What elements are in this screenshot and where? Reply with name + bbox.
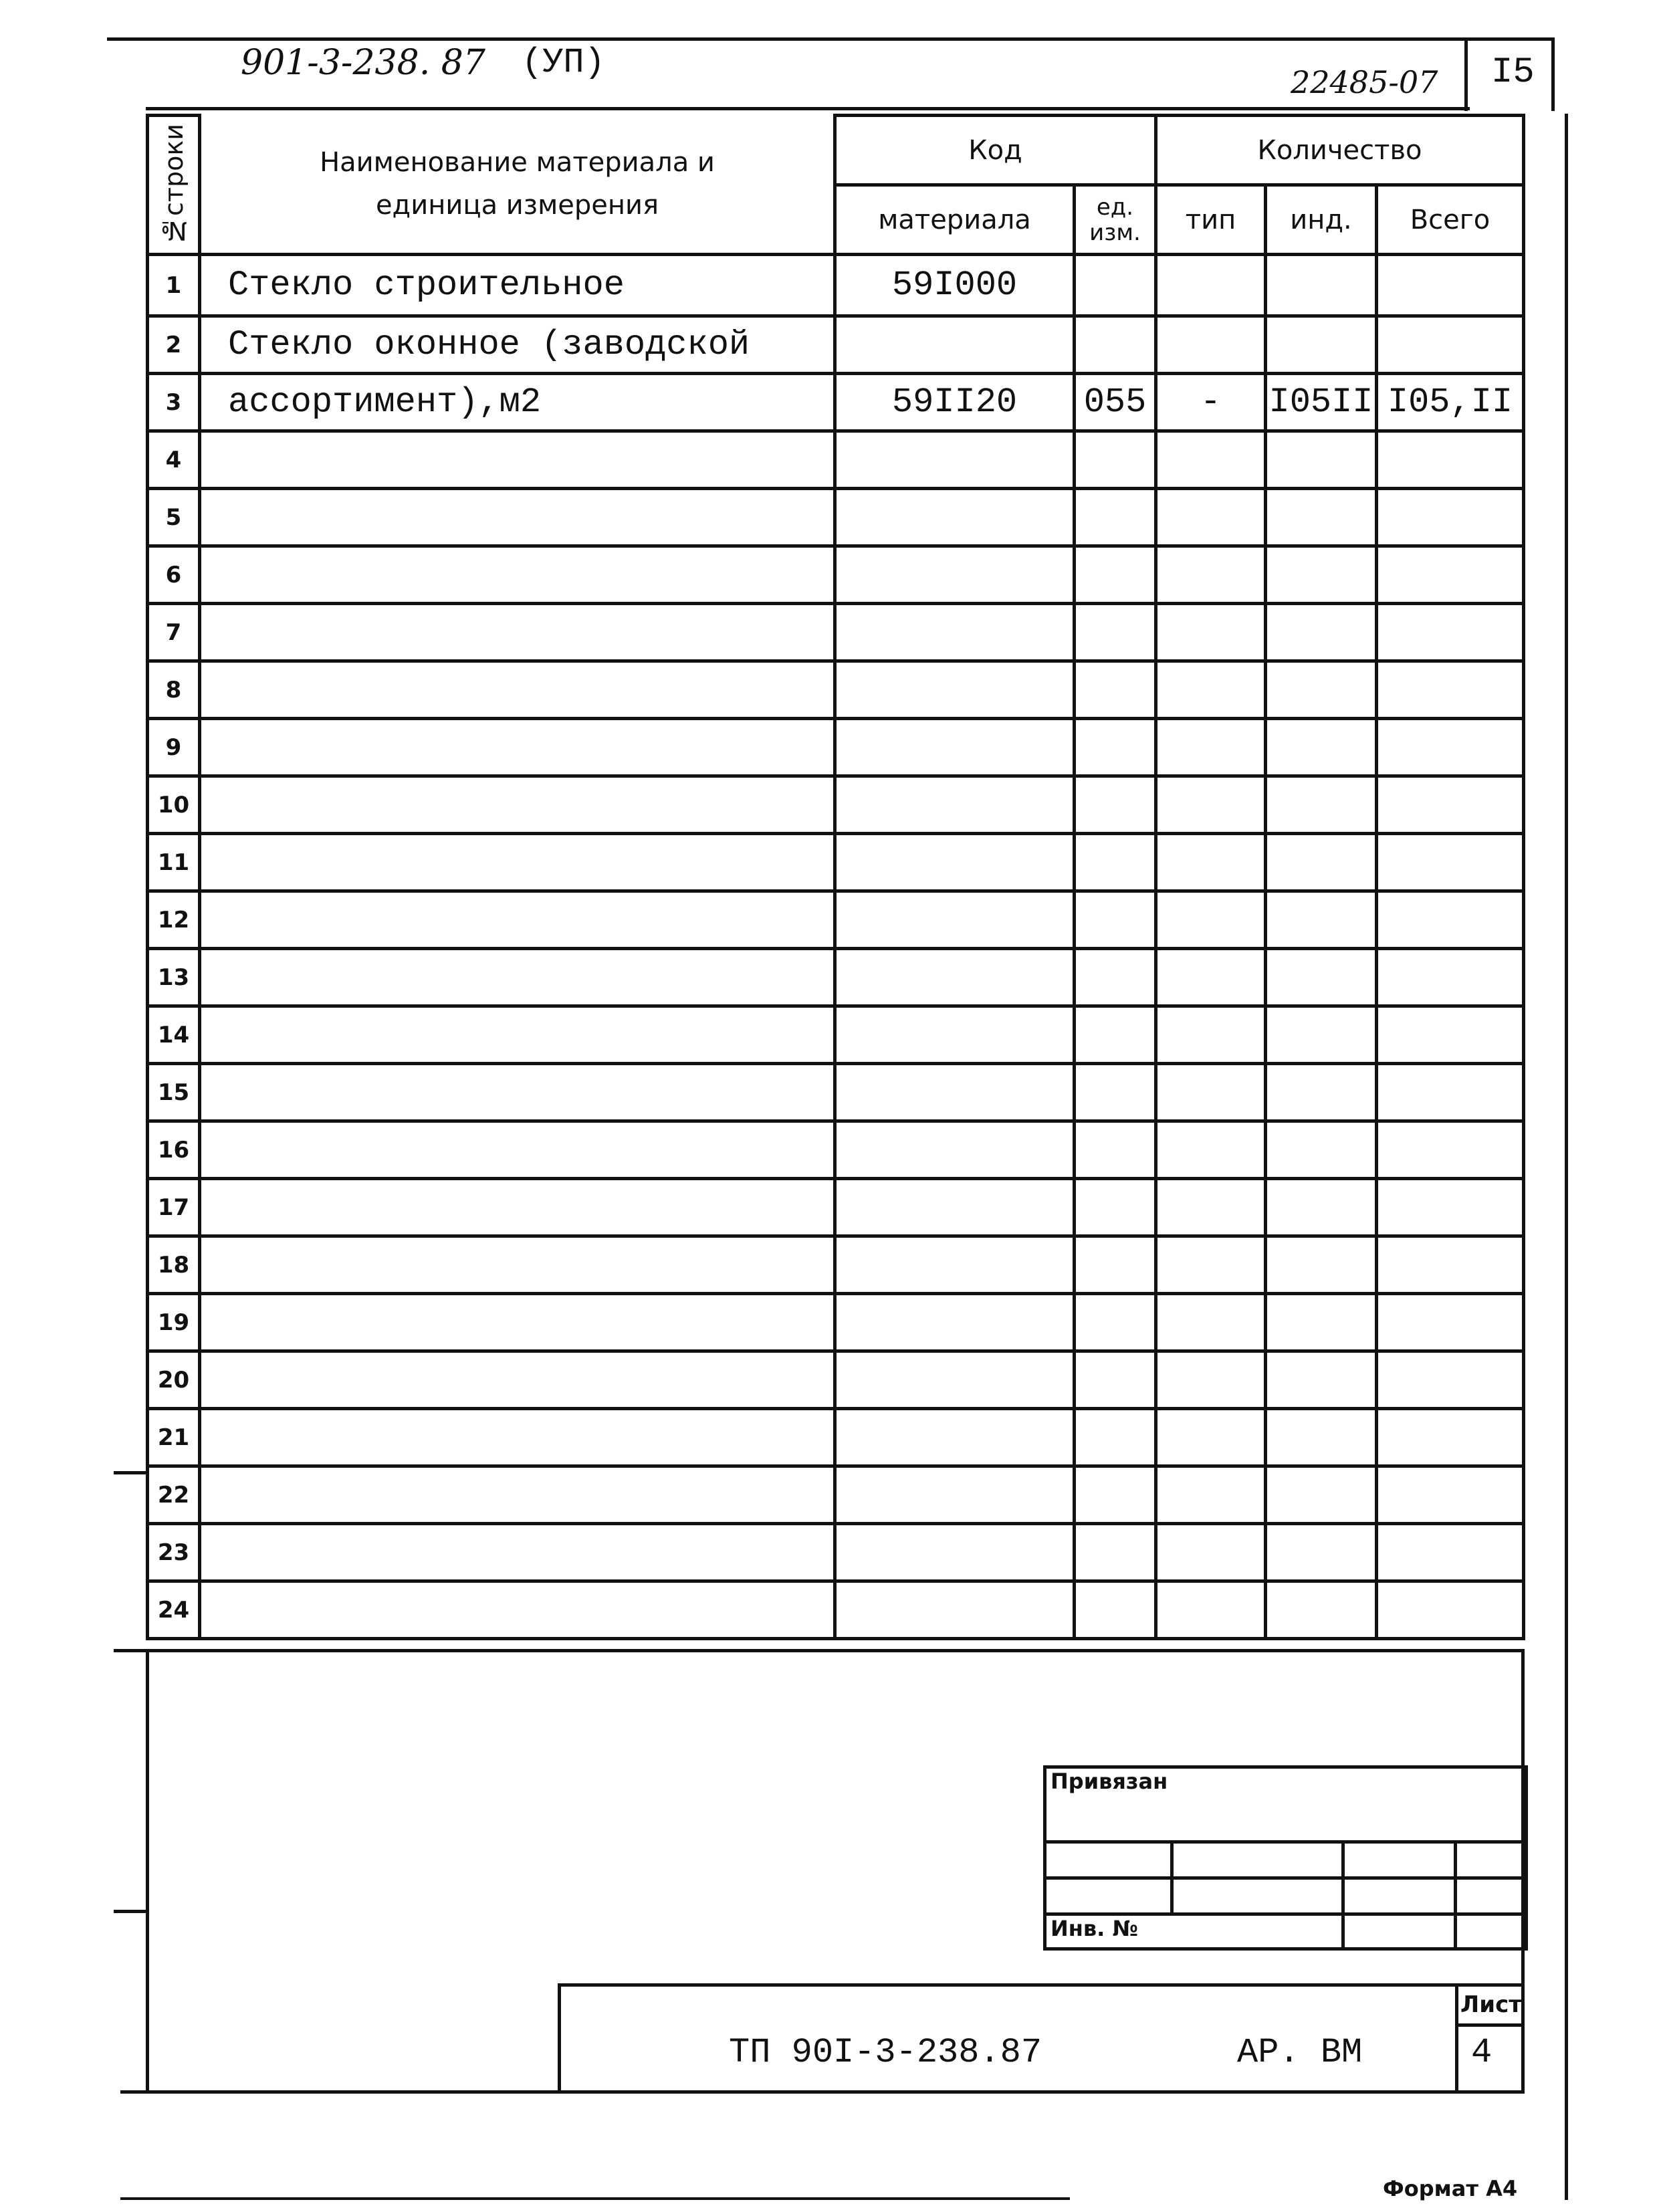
unit-code-cell xyxy=(1075,431,1156,489)
total-cell xyxy=(1377,1581,1524,1639)
name-cell xyxy=(200,604,835,661)
name-cell xyxy=(200,891,835,949)
total-cell xyxy=(1377,661,1524,719)
type-cell xyxy=(1156,891,1266,949)
individual-cell xyxy=(1266,1064,1377,1121)
row-number: 22 xyxy=(148,1466,200,1524)
type-cell xyxy=(1156,1006,1266,1064)
material-code-cell xyxy=(835,1294,1075,1351)
unit-code-cell xyxy=(1075,1006,1156,1064)
total-cell xyxy=(1377,719,1524,776)
total-cell xyxy=(1377,255,1524,316)
individual-cell xyxy=(1266,949,1377,1006)
row-number: 16 xyxy=(148,1121,200,1179)
name-cell xyxy=(200,1294,835,1351)
row-number: 8 xyxy=(148,661,200,719)
material-code-cell xyxy=(835,1351,1075,1409)
row-number: 5 xyxy=(148,489,200,546)
type-cell xyxy=(1156,255,1266,316)
material-code-cell xyxy=(835,1524,1075,1581)
row-number: 10 xyxy=(148,776,200,834)
name-cell xyxy=(200,1466,835,1524)
total-cell xyxy=(1377,1179,1524,1236)
row-number: 19 xyxy=(148,1294,200,1351)
col-total-header: Всего xyxy=(1377,185,1524,255)
unit-code-cell xyxy=(1075,949,1156,1006)
binding-block xyxy=(1043,1765,1528,1951)
paper-format: Формат А4 xyxy=(1383,2176,1518,2201)
total-cell xyxy=(1377,489,1524,546)
total-cell xyxy=(1377,1294,1524,1351)
material-code-cell xyxy=(835,776,1075,834)
row-number: 4 xyxy=(148,431,200,489)
type-cell xyxy=(1156,546,1266,604)
table-row xyxy=(148,431,1524,489)
total-cell xyxy=(1377,1236,1524,1294)
table-row xyxy=(148,255,1524,316)
type-cell: - xyxy=(1156,374,1266,431)
materials-table xyxy=(146,114,1525,1640)
material-code-cell xyxy=(835,1121,1075,1179)
name-cell: Стекло оконное (заводской xyxy=(200,316,835,374)
table-row xyxy=(148,489,1524,546)
individual-cell xyxy=(1266,776,1377,834)
table-row xyxy=(148,834,1524,891)
individual-cell xyxy=(1266,489,1377,546)
row-number: 12 xyxy=(148,891,200,949)
unit-code-cell: 055 xyxy=(1075,374,1156,431)
top-frame-line xyxy=(107,37,1551,41)
row-number: 21 xyxy=(148,1409,200,1466)
row-number: 3 xyxy=(148,374,200,431)
total-cell: I05,II xyxy=(1377,374,1524,431)
unit-code-cell xyxy=(1075,255,1156,316)
material-code-cell xyxy=(835,891,1075,949)
name-cell xyxy=(200,1351,835,1409)
material-code-cell xyxy=(835,949,1075,1006)
name-cell xyxy=(200,1121,835,1179)
material-code-cell xyxy=(835,546,1075,604)
type-cell xyxy=(1156,1121,1266,1179)
total-cell xyxy=(1377,776,1524,834)
table-row xyxy=(148,1294,1524,1351)
unit-code-cell xyxy=(1075,1121,1156,1179)
individual-cell xyxy=(1266,1121,1377,1179)
individual-cell xyxy=(1266,1006,1377,1064)
col-name-header: Наименование материала и единица измерения xyxy=(200,116,835,255)
unit-code-cell xyxy=(1075,604,1156,661)
table-row xyxy=(148,1581,1524,1639)
name-cell xyxy=(200,661,835,719)
table-row xyxy=(148,1236,1524,1294)
name-cell xyxy=(200,546,835,604)
sheet-number: 4 xyxy=(1471,2033,1492,2072)
name-cell xyxy=(200,1409,835,1466)
name-cell xyxy=(200,834,835,891)
col-row-number-header: №строки xyxy=(148,116,200,255)
page-number-divider xyxy=(1464,37,1468,111)
row-number: 24 xyxy=(148,1581,200,1639)
individual-cell xyxy=(1266,1466,1377,1524)
table-row xyxy=(148,604,1524,661)
individual-cell xyxy=(1266,316,1377,374)
col-type-header: тип xyxy=(1156,185,1266,255)
unit-code-cell xyxy=(1075,489,1156,546)
margin-tick xyxy=(114,1471,147,1474)
table-row xyxy=(148,1006,1524,1064)
row-number: 15 xyxy=(148,1064,200,1121)
name-cell xyxy=(200,776,835,834)
individual-cell xyxy=(1266,1351,1377,1409)
table-row xyxy=(148,1466,1524,1524)
row-number: 7 xyxy=(148,604,200,661)
total-cell xyxy=(1377,1351,1524,1409)
unit-code-cell xyxy=(1075,891,1156,949)
name-cell: Стекло строительное xyxy=(200,255,835,316)
frame-left-border xyxy=(146,1649,149,2090)
table-row xyxy=(148,1409,1524,1466)
name-cell xyxy=(200,1064,835,1121)
type-cell xyxy=(1156,1064,1266,1121)
material-code-cell xyxy=(835,604,1075,661)
table-row xyxy=(148,891,1524,949)
table-row xyxy=(148,1179,1524,1236)
material-code-cell xyxy=(835,661,1075,719)
table-row xyxy=(148,1121,1524,1179)
unit-code-cell xyxy=(1075,1294,1156,1351)
material-code-cell xyxy=(835,1236,1075,1294)
material-code-cell xyxy=(835,1006,1075,1064)
type-cell xyxy=(1156,431,1266,489)
table-row xyxy=(148,1351,1524,1409)
inventory-number-label: Инв. № xyxy=(1045,1914,1343,1949)
designation: ТП 90I-3-238.87 xyxy=(729,2033,1042,2072)
individual-cell xyxy=(1266,1294,1377,1351)
individual-cell xyxy=(1266,1581,1377,1639)
individual-cell xyxy=(1266,604,1377,661)
unit-code-cell xyxy=(1075,1581,1156,1639)
type-cell xyxy=(1156,1236,1266,1294)
individual-cell xyxy=(1266,834,1377,891)
row-number: 23 xyxy=(148,1524,200,1581)
type-cell xyxy=(1156,604,1266,661)
total-cell xyxy=(1377,1121,1524,1179)
frame-bottom-line xyxy=(120,2090,1525,2094)
unit-code-cell xyxy=(1075,1179,1156,1236)
row-number: 17 xyxy=(148,1179,200,1236)
table-row xyxy=(148,719,1524,776)
outer-right-line xyxy=(1565,114,1568,2200)
material-code-cell xyxy=(835,316,1075,374)
row-number: 13 xyxy=(148,949,200,1006)
frame-right-border xyxy=(1551,37,1555,111)
unit-code-cell xyxy=(1075,1064,1156,1121)
row-number: 2 xyxy=(148,316,200,374)
table-row xyxy=(148,776,1524,834)
section-code: АР. ВМ xyxy=(1237,2033,1363,2072)
total-cell xyxy=(1377,1064,1524,1121)
row-number: 6 xyxy=(148,546,200,604)
unit-code-cell xyxy=(1075,776,1156,834)
total-cell xyxy=(1377,1006,1524,1064)
total-cell xyxy=(1377,316,1524,374)
individual-cell xyxy=(1266,1524,1377,1581)
type-cell xyxy=(1156,489,1266,546)
type-cell xyxy=(1156,834,1266,891)
archive-number: 22485-07 xyxy=(1291,64,1438,100)
unit-code-cell xyxy=(1075,1524,1156,1581)
footer-line xyxy=(120,2197,1070,2200)
row-number: 11 xyxy=(148,834,200,891)
row-number: 9 xyxy=(148,719,200,776)
table-row xyxy=(148,1064,1524,1121)
bound-label: Привязан xyxy=(1045,1767,1527,1842)
material-code-cell xyxy=(835,431,1075,489)
name-cell xyxy=(200,1179,835,1236)
type-cell xyxy=(1156,1581,1266,1639)
name-cell: ассортимент),м2 xyxy=(200,374,835,431)
name-cell xyxy=(200,719,835,776)
type-cell xyxy=(1156,776,1266,834)
row-number: 18 xyxy=(148,1236,200,1294)
total-cell xyxy=(1377,546,1524,604)
table-row xyxy=(148,1524,1524,1581)
sheet-divider xyxy=(1455,2023,1525,2027)
col-unit-code-header: ед. изм. xyxy=(1075,185,1156,255)
unit-code-cell xyxy=(1075,661,1156,719)
col-individual-header: инд. xyxy=(1266,185,1377,255)
table-row xyxy=(148,546,1524,604)
total-cell xyxy=(1377,834,1524,891)
individual-cell xyxy=(1266,1409,1377,1466)
col-quantity-group-header: Количество xyxy=(1156,116,1524,185)
material-code-cell xyxy=(835,719,1075,776)
total-cell xyxy=(1377,891,1524,949)
type-cell xyxy=(1156,949,1266,1006)
individual-cell xyxy=(1266,255,1377,316)
name-cell xyxy=(200,431,835,489)
material-code-cell xyxy=(835,1064,1075,1121)
table-row xyxy=(148,374,1524,431)
total-cell xyxy=(1377,604,1524,661)
individual-cell xyxy=(1266,719,1377,776)
unit-code-cell xyxy=(1075,1351,1156,1409)
name-cell xyxy=(200,949,835,1006)
material-code-cell: 59II20 xyxy=(835,374,1075,431)
type-cell xyxy=(1156,1351,1266,1409)
col-code-group-header: Код xyxy=(835,116,1156,185)
name-cell xyxy=(200,489,835,546)
document-stage: (УП) xyxy=(522,43,605,82)
total-cell xyxy=(1377,1409,1524,1466)
individual-cell xyxy=(1266,546,1377,604)
total-cell xyxy=(1377,1466,1524,1524)
table-row xyxy=(148,661,1524,719)
unit-code-cell xyxy=(1075,1466,1156,1524)
name-cell xyxy=(200,1581,835,1639)
material-code-cell xyxy=(835,489,1075,546)
material-code-cell xyxy=(835,1179,1075,1236)
unit-code-cell xyxy=(1075,316,1156,374)
unit-code-cell xyxy=(1075,546,1156,604)
unit-code-cell xyxy=(1075,834,1156,891)
name-cell xyxy=(200,1524,835,1581)
table-row xyxy=(148,949,1524,1006)
row-number: 1 xyxy=(148,255,200,316)
individual-cell xyxy=(1266,431,1377,489)
type-cell xyxy=(1156,1466,1266,1524)
header-underline xyxy=(146,107,1470,110)
unit-code-cell xyxy=(1075,719,1156,776)
unit-code-cell xyxy=(1075,1409,1156,1466)
individual-cell xyxy=(1266,891,1377,949)
row-number: 20 xyxy=(148,1351,200,1409)
material-code-cell xyxy=(835,834,1075,891)
individual-cell xyxy=(1266,1236,1377,1294)
type-cell xyxy=(1156,1409,1266,1466)
individual-cell xyxy=(1266,661,1377,719)
lower-frame-top-line xyxy=(114,1649,1525,1652)
table-row xyxy=(148,316,1524,374)
type-cell xyxy=(1156,661,1266,719)
total-cell xyxy=(1377,949,1524,1006)
material-code-cell xyxy=(835,1581,1075,1639)
row-number: 14 xyxy=(148,1006,200,1064)
total-cell xyxy=(1377,431,1524,489)
total-cell xyxy=(1377,1524,1524,1581)
sheet-label: Лист xyxy=(1460,1991,1522,2018)
type-cell xyxy=(1156,1524,1266,1581)
type-cell xyxy=(1156,316,1266,374)
margin-tick xyxy=(114,1910,147,1913)
material-code-cell xyxy=(835,1466,1075,1524)
type-cell xyxy=(1156,719,1266,776)
name-cell xyxy=(200,1006,835,1064)
name-cell xyxy=(200,1236,835,1294)
material-code-cell: 59I000 xyxy=(835,255,1075,316)
document-code: 901-3-238. 87 xyxy=(241,43,485,83)
type-cell xyxy=(1156,1294,1266,1351)
individual-cell xyxy=(1266,1179,1377,1236)
unit-code-cell xyxy=(1075,1236,1156,1294)
type-cell xyxy=(1156,1179,1266,1236)
individual-cell: I05II xyxy=(1266,374,1377,431)
col-material-code-header: материала xyxy=(835,185,1075,255)
material-code-cell xyxy=(835,1409,1075,1466)
page-number: I5 xyxy=(1491,52,1535,93)
